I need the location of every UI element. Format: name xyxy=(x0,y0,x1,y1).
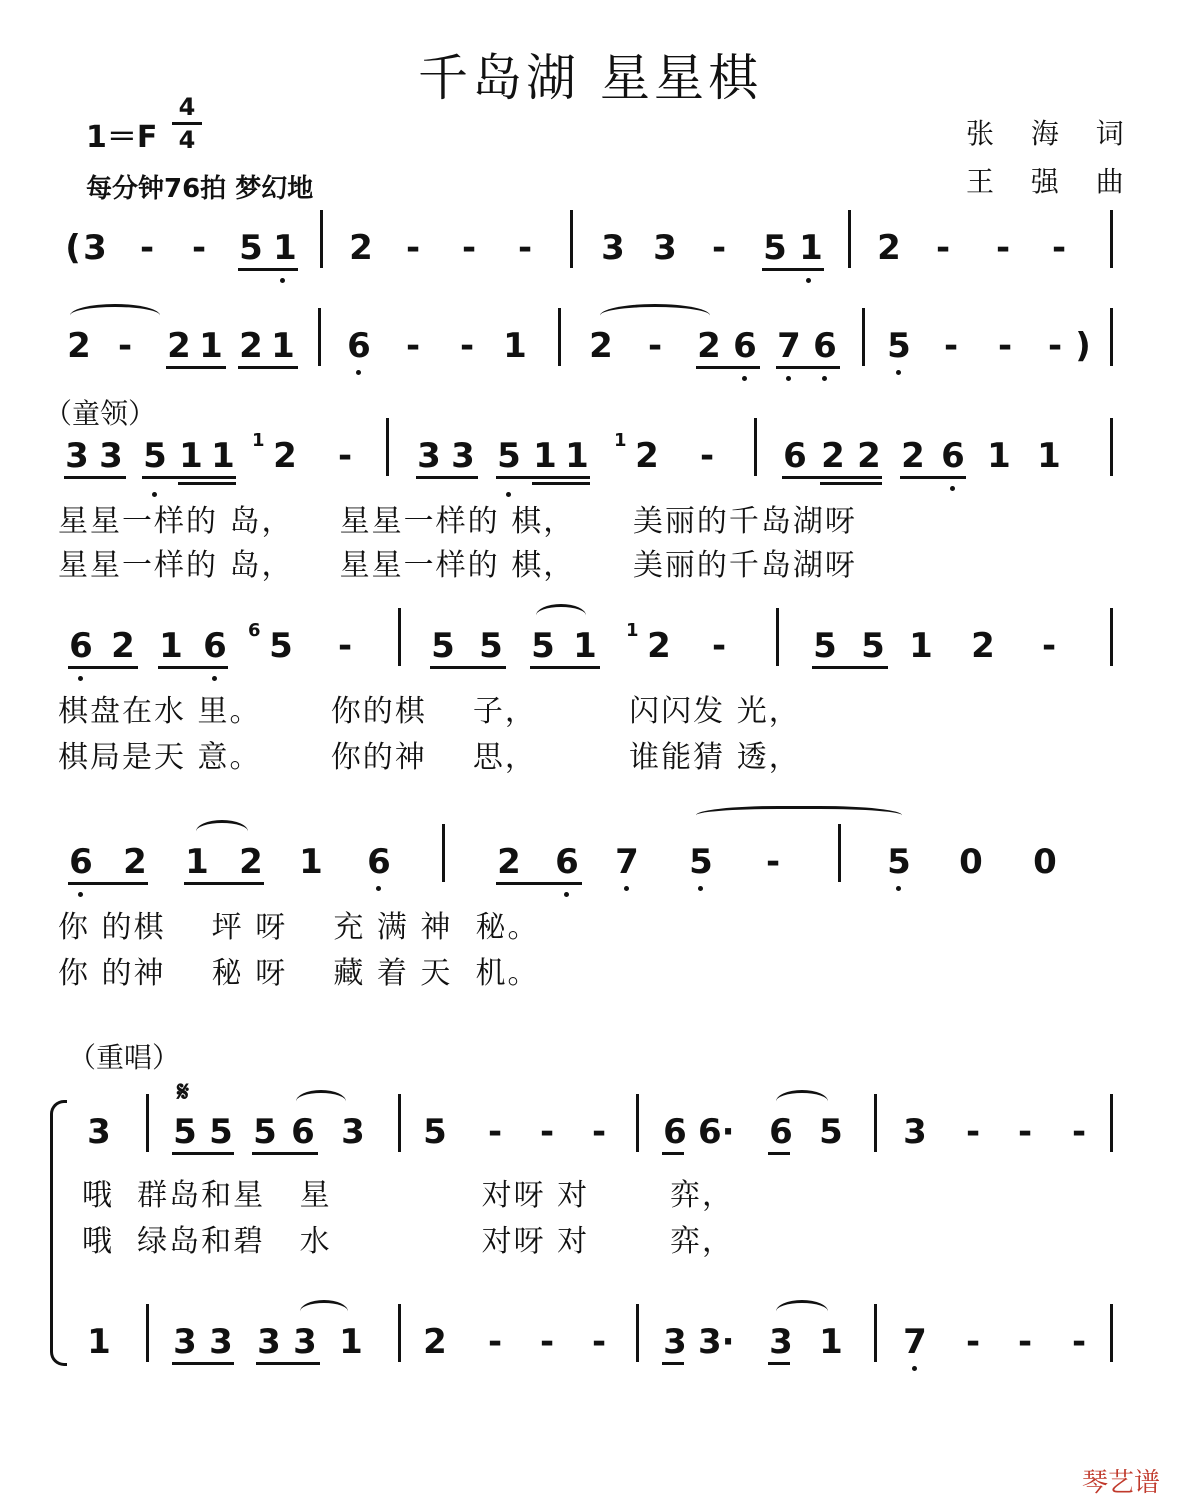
song-title: 千岛湖 星星棋 xyxy=(418,49,762,107)
key-signature: 1＝F xyxy=(86,120,158,155)
duet-bracket xyxy=(50,1100,67,1366)
segno-sign: 𝄋 xyxy=(176,1075,190,1108)
lyrics-line-4-verse-1: 棋盘在水 里。 你的棋 子， 闪闪发 光， xyxy=(58,694,801,729)
meter-bar xyxy=(172,122,202,125)
lyrics-line-3-verse-1: 星星一样的 岛， 星星一样的 棋， 美丽的千岛湖呀 xyxy=(58,504,857,539)
lyrics-line-5-verse-1: 你 的棋 坪 呀 充 满 神 秘。 xyxy=(58,910,540,945)
meter-bottom: 4 xyxy=(178,126,196,154)
lyricist: 张 海 词 xyxy=(966,117,1138,150)
section-label-lead: （童领） xyxy=(44,397,157,430)
time-signature xyxy=(172,94,202,153)
lyrics-line-4-verse-2: 棋局是天 意。 你的神 思， 谁能猜 透， xyxy=(58,740,801,775)
composer: 王 强 曲 xyxy=(966,165,1138,198)
section-label-duet: （重唱） xyxy=(68,1041,181,1074)
site-logo: 琴艺谱 xyxy=(1081,1468,1160,1498)
lyrics-line-3-verse-2: 星星一样的 岛， 星星一样的 棋， 美丽的千岛湖呀 xyxy=(58,548,857,583)
tempo-marking: 每分钟76拍 梦幻地 xyxy=(86,174,314,204)
meter-top: 4 xyxy=(178,93,196,121)
lyrics-line-6-verse-2: 哦 绿岛和碧 水 对呀 对 弈， xyxy=(82,1224,734,1259)
lyrics-line-5-verse-2: 你 的神 秘 呀 藏 着 天 机。 xyxy=(58,956,540,991)
lyrics-line-6-verse-1: 哦 群岛和星 星 对呀 对 弈， xyxy=(82,1178,734,1213)
